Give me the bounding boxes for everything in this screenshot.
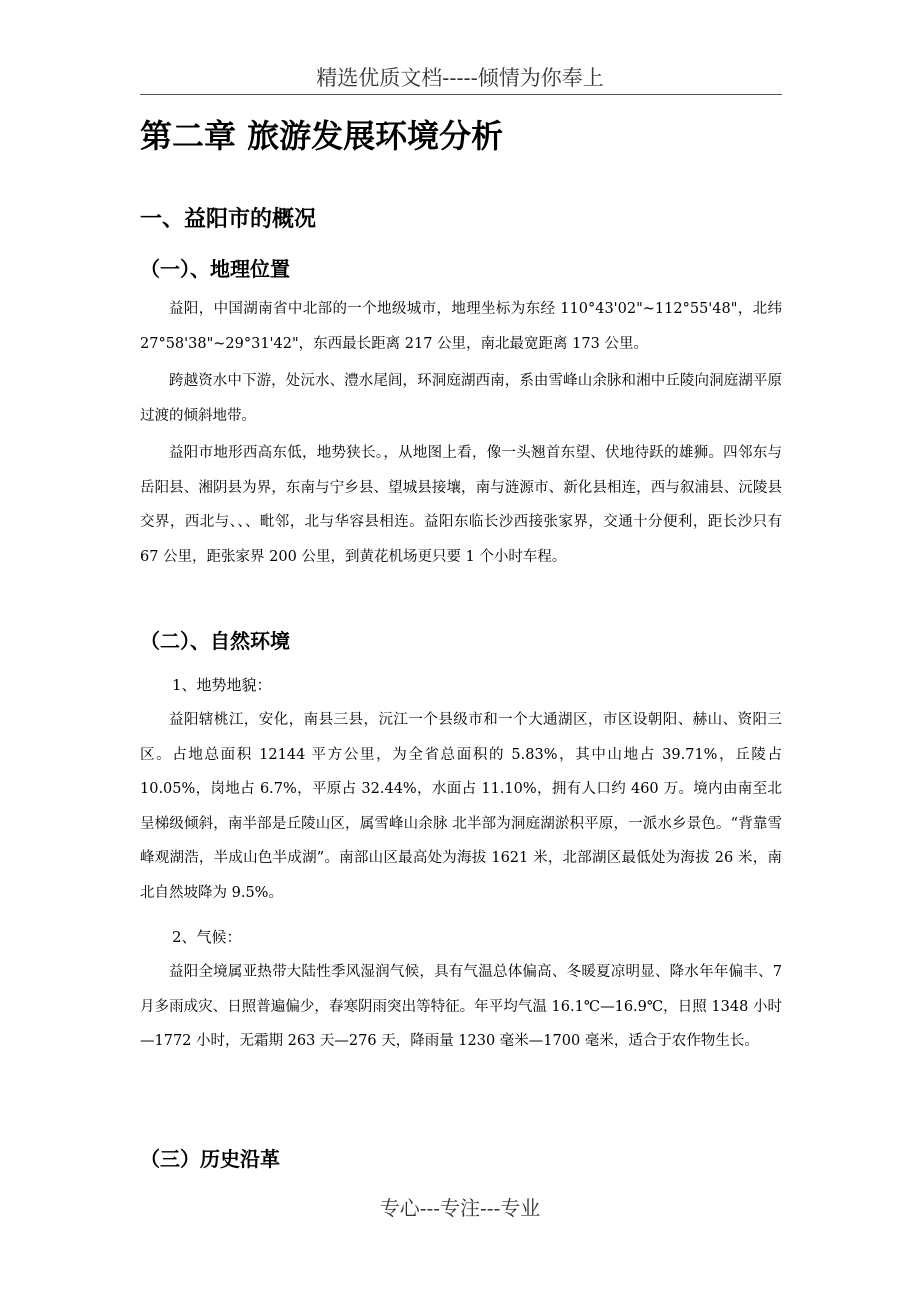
paragraph-climate: 益阳全境属亚热带大陆性季风湿润气候，具有气温总体偏高、冬暖夏凉明显、降水年年偏丰、7 月多雨成灾、日照普遍偏少，春寒阴雨突出等特征。年平均气温 16.1℃—16.9℃，日照 1348 小时—1772 小时，无霜期 263 天—276 天，降雨量 1230 毫米—1700 毫米，适合于农作物生长。 [140, 964, 782, 1049]
chapter-title: 第二章 旅游发展环境分析 [140, 117, 504, 155]
paragraph-terrain-transition: 跨越资水中下游，处沅水、澧水尾闾，环洞庭湖西南，系由雪峰山余脉和湘中丘陵向洞庭湖平原过渡的倾斜地带。 [140, 373, 782, 424]
subsection-heading-history: （三）历史沿革 [140, 1147, 280, 1171]
paragraph-neighbors: 益阳市地形西高东低，地势狭长。，从地图上看，像一头翘首东望、伏地待跃的雄狮。四邻东与岳阳县、湘阴县为界，东南与宁乡县、望城县接壤，南与涟源市、新化县相连，西与叙浦县、沅陵县交界，西北与、、、毗邻，北与华容县相连。益阳东临长沙西接张家界，交通十分便利，距长沙只有 67 公里，距张家界 200 公里，到黄花机场更只要 1 个小时车程。 [140, 445, 782, 565]
subsection-heading-location: （一）、地理位置 [140, 257, 290, 281]
page-footer: 专心---专注---专业 [379, 1196, 541, 1220]
subsection-heading-environment: （二）、自然环境 [140, 629, 290, 653]
item-label-climate: 2、气候： [172, 928, 242, 946]
item-label-landform: 1、地势地貌： [172, 676, 272, 694]
paragraph-coordinates: 益阳，中国湖南省中北部的一个地级城市，地理坐标为东经 110°43'02"~112°55'48"，北纬 27°58'38"~29°31'42"，东西最长距离 217 公里，南北最宽距离 173 公里。 [140, 301, 782, 352]
header-divider [140, 94, 782, 95]
section-heading-overview: 一、益阳市的概况 [140, 207, 317, 232]
paragraph-landform: 益阳辖桃江，安化，南县三县，沅江一个县级市和一个大通湖区，市区设朝阳、赫山、资阳三区。占地总面积 12144 平方公里，为全省总面积的 5.83%，其中山地占 39.71%，丘陵占 10.05%，岗地占 6.7%，平原占 32.44%，水面占 11.10%，拥有人口约 460 万。境内由南至北呈梯级倾斜，南半部是丘陵山区，属雪峰山余脉 北半部为洞庭湖淤积平原，一派水乡景色。“背靠雪峰观湖浩，半成山色半成湖”。南部山区最高处为海拔 1621 米，北部湖区最低处为海拔 26 米，南北自然坡降为 9.5%。 [140, 712, 782, 901]
page-header: 精选优质文档-----倾情为你奉上 [316, 66, 604, 90]
